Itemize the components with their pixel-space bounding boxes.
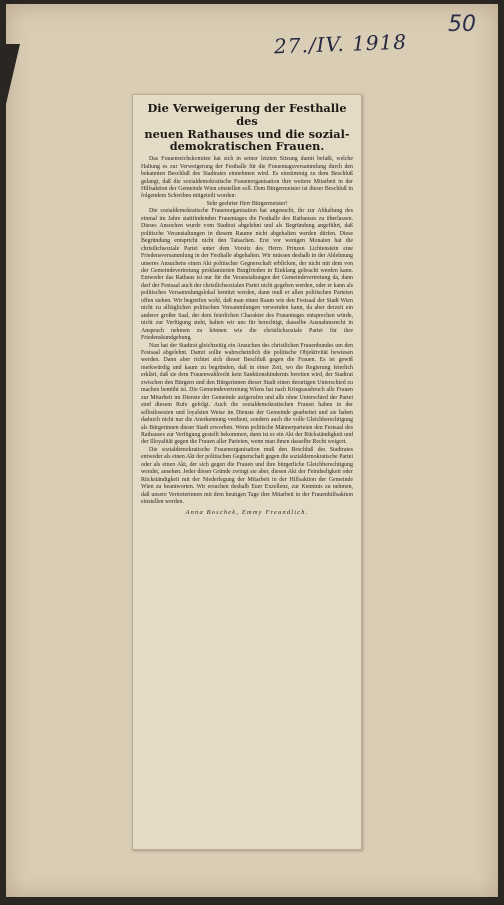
archive-sheet [6, 4, 498, 897]
headline-line: demokratischen Frauen. [169, 139, 325, 154]
article-paragraph: Das Frauenreichskomitee hat sich in seiner letzten Sitzung damit befaßt, welche Haltung es zur Verweigerung der Festhalle für die Frauentagsversammlung durch den bekannten Beschluß des Stadtrates einnehmen wird. Es einstimmig zu dem Beschluß gelangt, daß die sozialdemokratische Frauenorganisation ihre weitere Mitarbeit in der Hilfsaktion der Gemeinde Wien einstellen soll. Dem Bürgermeister ist dieser Beschluß in folgendem Schreiben mitgeteilt worden: [141, 156, 353, 200]
article-signature: Anna Boschek, Emmy Freundlich. [185, 509, 309, 517]
letter-salutation: Sehr geehrter Herr Bürgermeister! [206, 200, 288, 207]
page-number: 50 [448, 12, 476, 37]
handwritten-date: 27./IV. 1918 [273, 29, 408, 59]
article-body [141, 156, 353, 506]
headline-line: neuen Rathauses und die sozial- [144, 126, 350, 141]
article-paragraph: Nun hat der Stadtrat gleichzeitig ein Ansuchen des christlichen Frauenbundes um den Festsaal abgelehnt. Damit sollte wahrscheinlich die politische Objektivität bewiesen werden. Dann aber richtet sich dieser Beschluß gegen die Frauen. Es ist gewiß merkwürdig und kaum zu begründen, daß in einer Zeit, wo die Regierung feierlich erklärt, daß sie dem Frauenwahlrecht kein Sanktionshindernis bereiten wird, der Stadtrat zwischen den Bürgern und den Bürgerinnen dieser Stadt einen derartigen Unterschied zu machen bemüht ist. Die Gemeindevertretung Wiens hat nach Kriegsausbruch alle Frauen zur Mitarbeit im Dienste der Gemeinde aufgerufen und alle ohne Unterschied der Partei sind diesem Rufe gefolgt. Auch die sozialdemokratischen Frauen haben in der selbstlosesten und loyalsten Weise im Dienste der Gemeinde gearbeitet und sie haben dadurch nicht nur die Anerkennung verdient, sondern auch die volle Gleichberechtigung als Bürgerinnen dieser Stadt erworben. Wenn politische Männerparteien den Festsaal des Rathauses zur Verfügung gestellt bekommen, dann ist es ein Akt der Rückständigkeit und der Illoyalität gegen die Frauen aller Parteien, wenn man ihnen dasselbe Recht weigert. [141, 342, 353, 446]
paper-watermark [298, 10, 302, 24]
article-paragraph: Die sozialdemokratische Frauenorganisation hat angesucht, ihr zur Abhaltung des einmal im Jahre stattfindenden Frauentages die Festhalle des Rathauses zu überlassen. Dieses Ansuchen wurde vom Stadtrat abgelehnt und als Begründung angeführt, daß politische Veranstaltungen in diesem Raume nicht abgehalten werden dürfen. Diese Begründung entspricht nicht den Tatsachen. Erst vor wenigen Monaten hat die christlichsoziale Partei unter dem Vorsitz des Herrn Prinzen Lichtenstein eine Friedensversammlung in der Festhalle abgehalten. Wir müssen deshalb in der Ablehnung unseres Ansuchens einen Akt politischer Gegnerschaft erblicken, der nicht mit dem von der Gemeindevertretung proklamierten Burgfrieden in Einklang gebracht werden kann. Entweder das Rathaus ist nur für die Veranstaltungen der Gemeindevertretung da, dann darf der Festsaal auch der christlichsozialen Partei nicht gegeben werden, oder er kann als politisches Versammlungslokal benützt werden, dann muß er allen politischen Parteien offen stehen. Wir begreifen wohl, daß man einen Raum wie den Festsaal der Stadt Wien nicht zu alltäglichen politischen Versammlungen verwenden kann, da aber derzeit ein anderer großer Saal, der dem feierlichen Charakter des Frauentages entsprechen würde, nicht zur Verfügung steht, halten wir uns für berechtigt, dasselbe Ausnahmsrecht in Anspruch nehmen zu können wie die christlichsoziale Partei für ihre Friedenskundgebung. [141, 208, 353, 342]
headline-line: Die Verweigerung der Festhalle des [147, 101, 347, 128]
torn-edge [6, 44, 20, 104]
article-paragraph: Die sozialdemokratische Frauenorganisation muß den Beschluß des Stadtrates entweder als einen Akt der politischen Gegnerschaft gegen die sozialdemokratische Partei oder als einen Akt, der sich gegen die Frauen und ihre bürgerliche Gleichberechtigung wendet, ansehen. Jeder dieser Gründe zwingt sie aber, diesen Akt der Feindseligkeit oder Rückständigkeit mit der Niederlegung der Mitarbeit in der Hilfsaktion der Gemeinde Wien zu beantworten. Wir ersuchen deshalb Euer Exzellenz, zur Kenntnis zu nehmen, daß unsere Vertreterinnen mit dem heutigen Tage ihre Mitarbeit in der Frauenhilfsaktion einstellen werden. [141, 446, 353, 506]
article-headline [141, 102, 353, 153]
newspaper-clipping [132, 94, 362, 850]
